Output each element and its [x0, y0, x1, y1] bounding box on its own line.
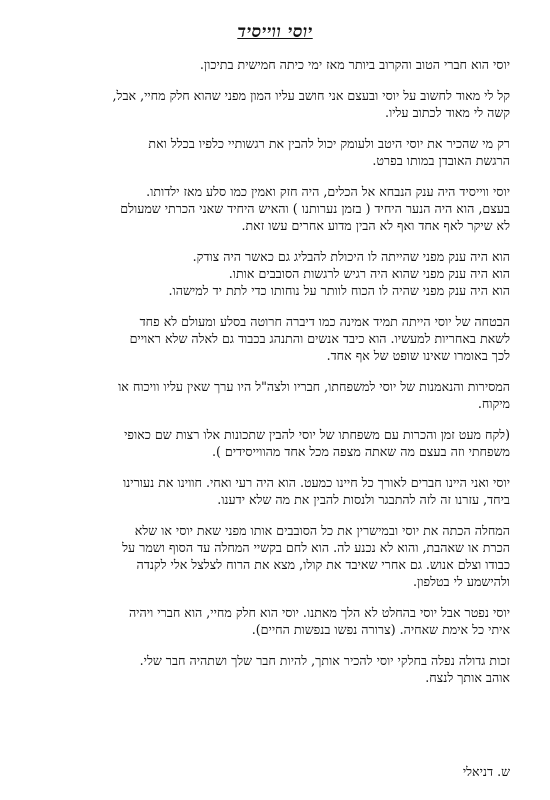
paragraph-line: כבודו וצלם אנוש. גם אחרי שאיבד את קולו, מצא את הרוח לצלצל אלי לקנדה	[136, 557, 510, 572]
paragraph-line: בעצם, הוא היה הנער היחיד ( בזמן נערותנו ) והאיש היחיד שאני הכרתי שמעולם	[120, 201, 510, 216]
paragraph-line: (לקח מעט זמן והכרות עם משפחתו של יוסי להבין שתכונות אלו רצות שם כאופי	[124, 427, 510, 442]
paragraph-line: הוא היה ענק מפני שהוא היה רגיש לרגשות הסובבים אותו.	[228, 266, 510, 281]
page-title: יוסי ווייסיד	[237, 22, 313, 42]
paragraph	[40, 378, 510, 412]
paragraph	[40, 604, 510, 638]
paragraph	[40, 248, 510, 299]
paragraph-line: המחלה הכתה את יוסי ובמישרין את כל הסובבים אותו מפני שאת יוסי או שלא	[134, 523, 510, 538]
paragraph	[40, 474, 510, 508]
paragraph-line: הוא היה ענק מפני שהייתה לו היכולת להבליג גם כאשר היה צודק.	[192, 249, 510, 264]
paragraph-line: ביחד, עזרנו זה לזה להתבגר ולנסות להבין את מה שלא ידענו.	[217, 492, 510, 507]
paragraph-line: איתי כל אימת שאחיה. (צרורה נפשו בנפשות החיים).	[251, 622, 510, 637]
paragraph	[40, 426, 510, 460]
paragraph-line: מיקוח.	[477, 396, 510, 411]
paragraph-line: קשה לי מאוד לכתוב עליו.	[385, 105, 510, 120]
paragraph-line: זכות גדולה נפלה בחלקי יוסי להכיר אותך, להיות חבר שלך ושתהיה חבר שלי.	[139, 653, 510, 668]
paragraph-line: יוסי נפטר אבל יוסי בהחלט לא הלך מאתנו. יוסי הוא חלק מחיי, הוא חברי ויהיה	[128, 605, 510, 620]
signature: ש. דניאלי	[462, 764, 510, 779]
paragraph-line: ולהישמע לי בטלפון.	[413, 574, 510, 589]
paragraph-line: לא שיקר לאף אחד ואף לא הבין מדוע אחרים עשו זאת.	[241, 218, 510, 233]
paragraph	[40, 183, 510, 234]
letter-body	[40, 56, 510, 686]
paragraph	[40, 313, 510, 364]
paragraph-line: יוסי הוא חברי הטוב והקרוב ביותר מאז ימי כיתה חמישית בתיכון.	[199, 57, 510, 72]
paragraph-line: לשאת באחריות למעשיו. הוא כיבד אנשים והתנהג בכבוד גם לאלה שלא ראויים	[129, 331, 510, 346]
paragraph-line: אוהב אותך לנצח.	[425, 670, 510, 685]
paragraph-line: יוסי ואני היינו חברים לאורך כל חיינו כמעט. הוא היה רעי ואחי. חווינו את נעורינו	[122, 475, 510, 490]
paragraph-line: הוא היה ענק מפני שהיה לו הכוח לוותר על נוחותו כדי לתת יד למישהו.	[168, 283, 510, 298]
paragraph	[40, 522, 510, 590]
paragraph	[40, 652, 510, 686]
paragraph-line: יוסי ווייסיד היה ענק הנבחא אל הכלים, היה חזק ואמין כמו סלע מאז ילדותו.	[146, 184, 510, 199]
paragraph	[40, 56, 510, 73]
paragraph-line: קל לי מאוד לחשוב על יוסי ובעצם אני חושב עליו המון מפני שהוא חלק מחיי, אבל,	[112, 88, 510, 103]
paragraph-line: משפחתי וזה בעצם מה שאתה מצפה מכל אחד מהווייסידים ).	[211, 444, 510, 459]
paragraph	[40, 135, 510, 169]
paragraph-line: הכרת או שאהבת, והוא לא נכנע לה. הוא לחם בקשיי המחלה עד הסוף ושמר על	[122, 540, 510, 555]
paragraph	[40, 87, 510, 121]
paragraph-line: המסירות והנאמנות של יוסי למשפחתו, חבריו ולצה"ל היו ערך שאין עליו וויכוח או	[118, 379, 510, 394]
paragraph-line: לכך באומרו שאינו שופט של אף אחד.	[326, 348, 510, 363]
paragraph-line: הרגשת האובדן במותו בפרט.	[372, 153, 510, 168]
paragraph-line: רק מי שהכיר את יוסי היטב ולעומק יכול להבין את רגשותיי כלפיו בכלל ואת	[148, 136, 510, 151]
paragraph-line: הבטחה של יוסי הייתה תמיד אמינה כמו דיברה חרוטה בסלע ומעולם לא פחד	[139, 314, 510, 329]
